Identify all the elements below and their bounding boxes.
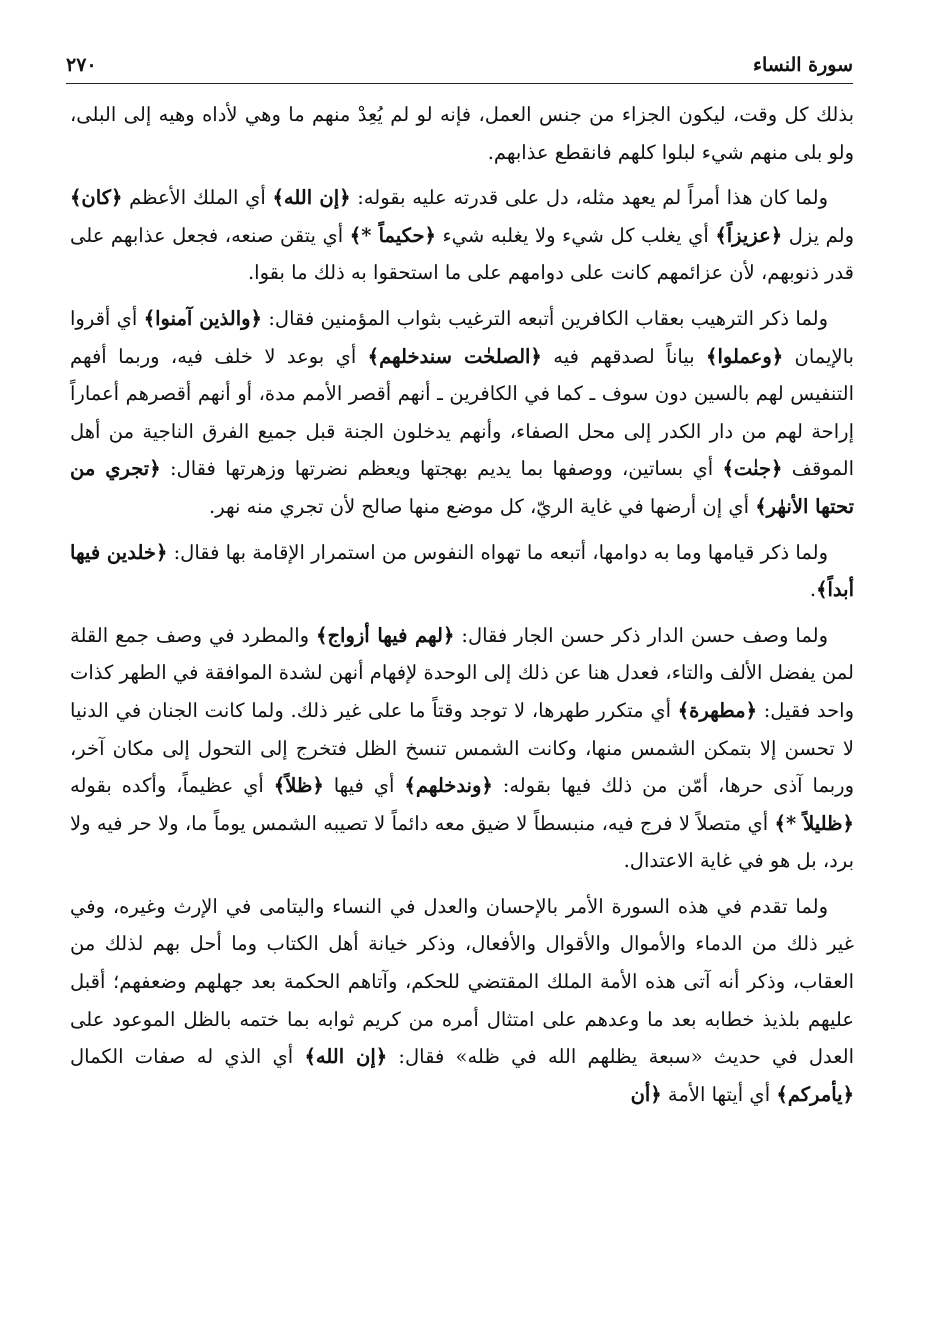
quran-quote: ﴿أن bbox=[630, 1082, 662, 1106]
paragraph bbox=[70, 534, 854, 609]
quran-quote: ﴿خلدين فيها أبداً﴾ bbox=[70, 540, 854, 602]
quran-quote: ﴿حكيماً *﴾ bbox=[349, 223, 436, 247]
commentary-text: أي بساتين، ووصفها بما يديم بهجتها ويعظم نضرتها وزهرتها فقال: bbox=[160, 457, 723, 481]
commentary-text: ولما تقدم في هذه السورة الأمر بالإحسان والعدل في النساء واليتامى في الإرث وغيره، وفي غير ذلك من الدماء والأموال والأقوال والأفعال، وذكر خيانة أهل الكتاب وما أحل بهم لذلك من العقاب، وذكر أنه آتى هذه الأمة الملك المقتضي للحكم، وآتاهم الحكمة بعد جهلهم وضعفهم؛ أقبل عليهم بلذيذ خطابه بعد ما وعدهم على امتثال أمره من كريم ثوابه بما ختمه بالظل الموعود على العدل في حديث «سبعة يظلهم الله في ظله» فقال: bbox=[70, 894, 855, 1069]
commentary-text: أي متصلاً لا فرج فيه، منبسطاً لا ضيق معه دائماً لا تصيبه الشمس يوماً ما، ولا حر فيه ولا برد، بل هو في غاية الاعتدال. bbox=[70, 811, 854, 873]
commentary-text: ولما كان هذا أمراً لم يعهد مثله، دل على قدرته عليه بقوله: bbox=[350, 186, 828, 210]
paragraph bbox=[70, 888, 854, 1114]
quran-quote: ﴿ظليلاً *﴾ bbox=[774, 811, 854, 835]
quran-quote: ﴿الصلحٰت سندخلهم﴾ bbox=[367, 344, 542, 368]
commentary-text: أي إن أرضها في غاية الريّ، كل موضع منها صالح لأن تجري منه نهر. bbox=[209, 494, 756, 518]
commentary-text: أي عظيماً، وأكده بقوله bbox=[70, 774, 274, 798]
quran-quote: ﴿إن الله﴾ bbox=[304, 1045, 388, 1069]
paragraph bbox=[70, 300, 854, 526]
header-rule bbox=[66, 83, 853, 84]
commentary-text: أي فيها bbox=[323, 774, 405, 798]
commentary-text: أي متكرر طهرها، لا توجد وقتاً ما على غير ذلك. ولما كانت الجنان في الدنيا لا تحسن إلا بتمكن الشمس منها، وكانت الشمس تنسخ الظل فتخرج إلى التحول إلى مكان آخر، وربما آذى حرها، أمّن من ذلك فيها بقوله: bbox=[70, 698, 854, 798]
paragraph bbox=[70, 96, 854, 171]
paragraph bbox=[70, 617, 854, 880]
commentary-text: والمطرد في وصف جمع القلة لمن يفضل الألف والتاء، فعدل هنا عن ذلك إلى الوحدة لإفهام أنهن لشدة الموافقة في الطهر كذات واحد فقيل: bbox=[70, 623, 854, 722]
quran-quote: ﴿جنٰت﴾ bbox=[722, 457, 783, 481]
quran-quote: ﴿وعملوا﴾ bbox=[706, 344, 784, 368]
quran-quote: ﴿إن الله﴾ bbox=[272, 186, 351, 210]
quran-quote: ﴿كان﴾ bbox=[70, 186, 123, 210]
quran-quote: ﴿لهم فيها أزواج﴾ bbox=[316, 623, 455, 647]
quran-quote: ﴿تجري من تحتها الأنهٰر﴾ bbox=[70, 457, 854, 518]
quran-quote: ﴿مطهرة﴾ bbox=[677, 698, 758, 722]
quran-quote: ﴿والذين آمنوا﴾ bbox=[143, 306, 262, 330]
paragraph bbox=[70, 179, 854, 292]
commentary-text: بذلك كل وقت، ليكون الجزاء من جنس العمل، فإنه لو لم يُعِدْ منهم ما وهي لأداه وهيه إلى البلى، ولو بلى منهم شيء لبلوا كلهم فانقطع عذابهم. bbox=[70, 103, 854, 164]
quran-quote: ﴿وندخلهم﴾ bbox=[404, 774, 493, 798]
quran-quote: ﴿يأمركم﴾ bbox=[776, 1082, 854, 1106]
commentary-text: أي الذي له صفات الكمال bbox=[70, 1045, 305, 1069]
page-number: ٢٧٠ bbox=[66, 54, 97, 76]
commentary-text: . bbox=[809, 578, 817, 602]
commentary-text: أي أيتها الأمة bbox=[661, 1082, 777, 1106]
quran-quote: ﴿ظلاً﴾ bbox=[273, 774, 324, 798]
commentary-text: ولما ذكر الترهيب بعقاب الكافرين أتبعه الترغيب بثواب المؤمنين فقال: bbox=[262, 306, 828, 330]
commentary-text: ولم يزل bbox=[782, 223, 854, 247]
surah-title: سورة النساء bbox=[753, 54, 853, 76]
commentary-text: أي بوعد لا خلف فيه، وربما أفهم التنفيس لهم بالسين دون سوف ـ كما في الكافرين ـ أنهم أقصر الأمم مدة، أو أنهم أقصرهم أعماراً إراحة لهم من دار الكدر إلى محل الصفاء، وأنهم يدخلون الجنة قبل جميع الفرق الناجية من أهل الموقف bbox=[70, 344, 854, 481]
page-header bbox=[66, 48, 853, 84]
commentary-text: ولما وصف حسن الدار ذكر حسن الجار فقال: bbox=[454, 623, 828, 647]
commentary-text: ولما ذكر قيامها وما به دوامها، أتبعه ما تهواه النفوس من استمرار الإقامة بها فقال: bbox=[167, 540, 828, 564]
quran-quote: ﴿عزيزاً﴾ bbox=[715, 223, 783, 247]
commentary-text: بياناً لصدقهم فيه bbox=[541, 344, 707, 368]
commentary-text: أي يغلب كل شيء ولا يغلبه شيء bbox=[435, 223, 716, 247]
commentary-text: أي الملك الأعظم bbox=[122, 186, 273, 210]
body-text bbox=[70, 96, 854, 1304]
commentary-text: أي أقروا بالإيمان bbox=[70, 306, 854, 368]
commentary-text: أي يتقن صنعه، فجعل عذابهم على قدر ذنوبهم، لأن عزائمهم كانت على دوامهم على ما استحقوا به ذلك ما بقوا. bbox=[70, 223, 854, 285]
